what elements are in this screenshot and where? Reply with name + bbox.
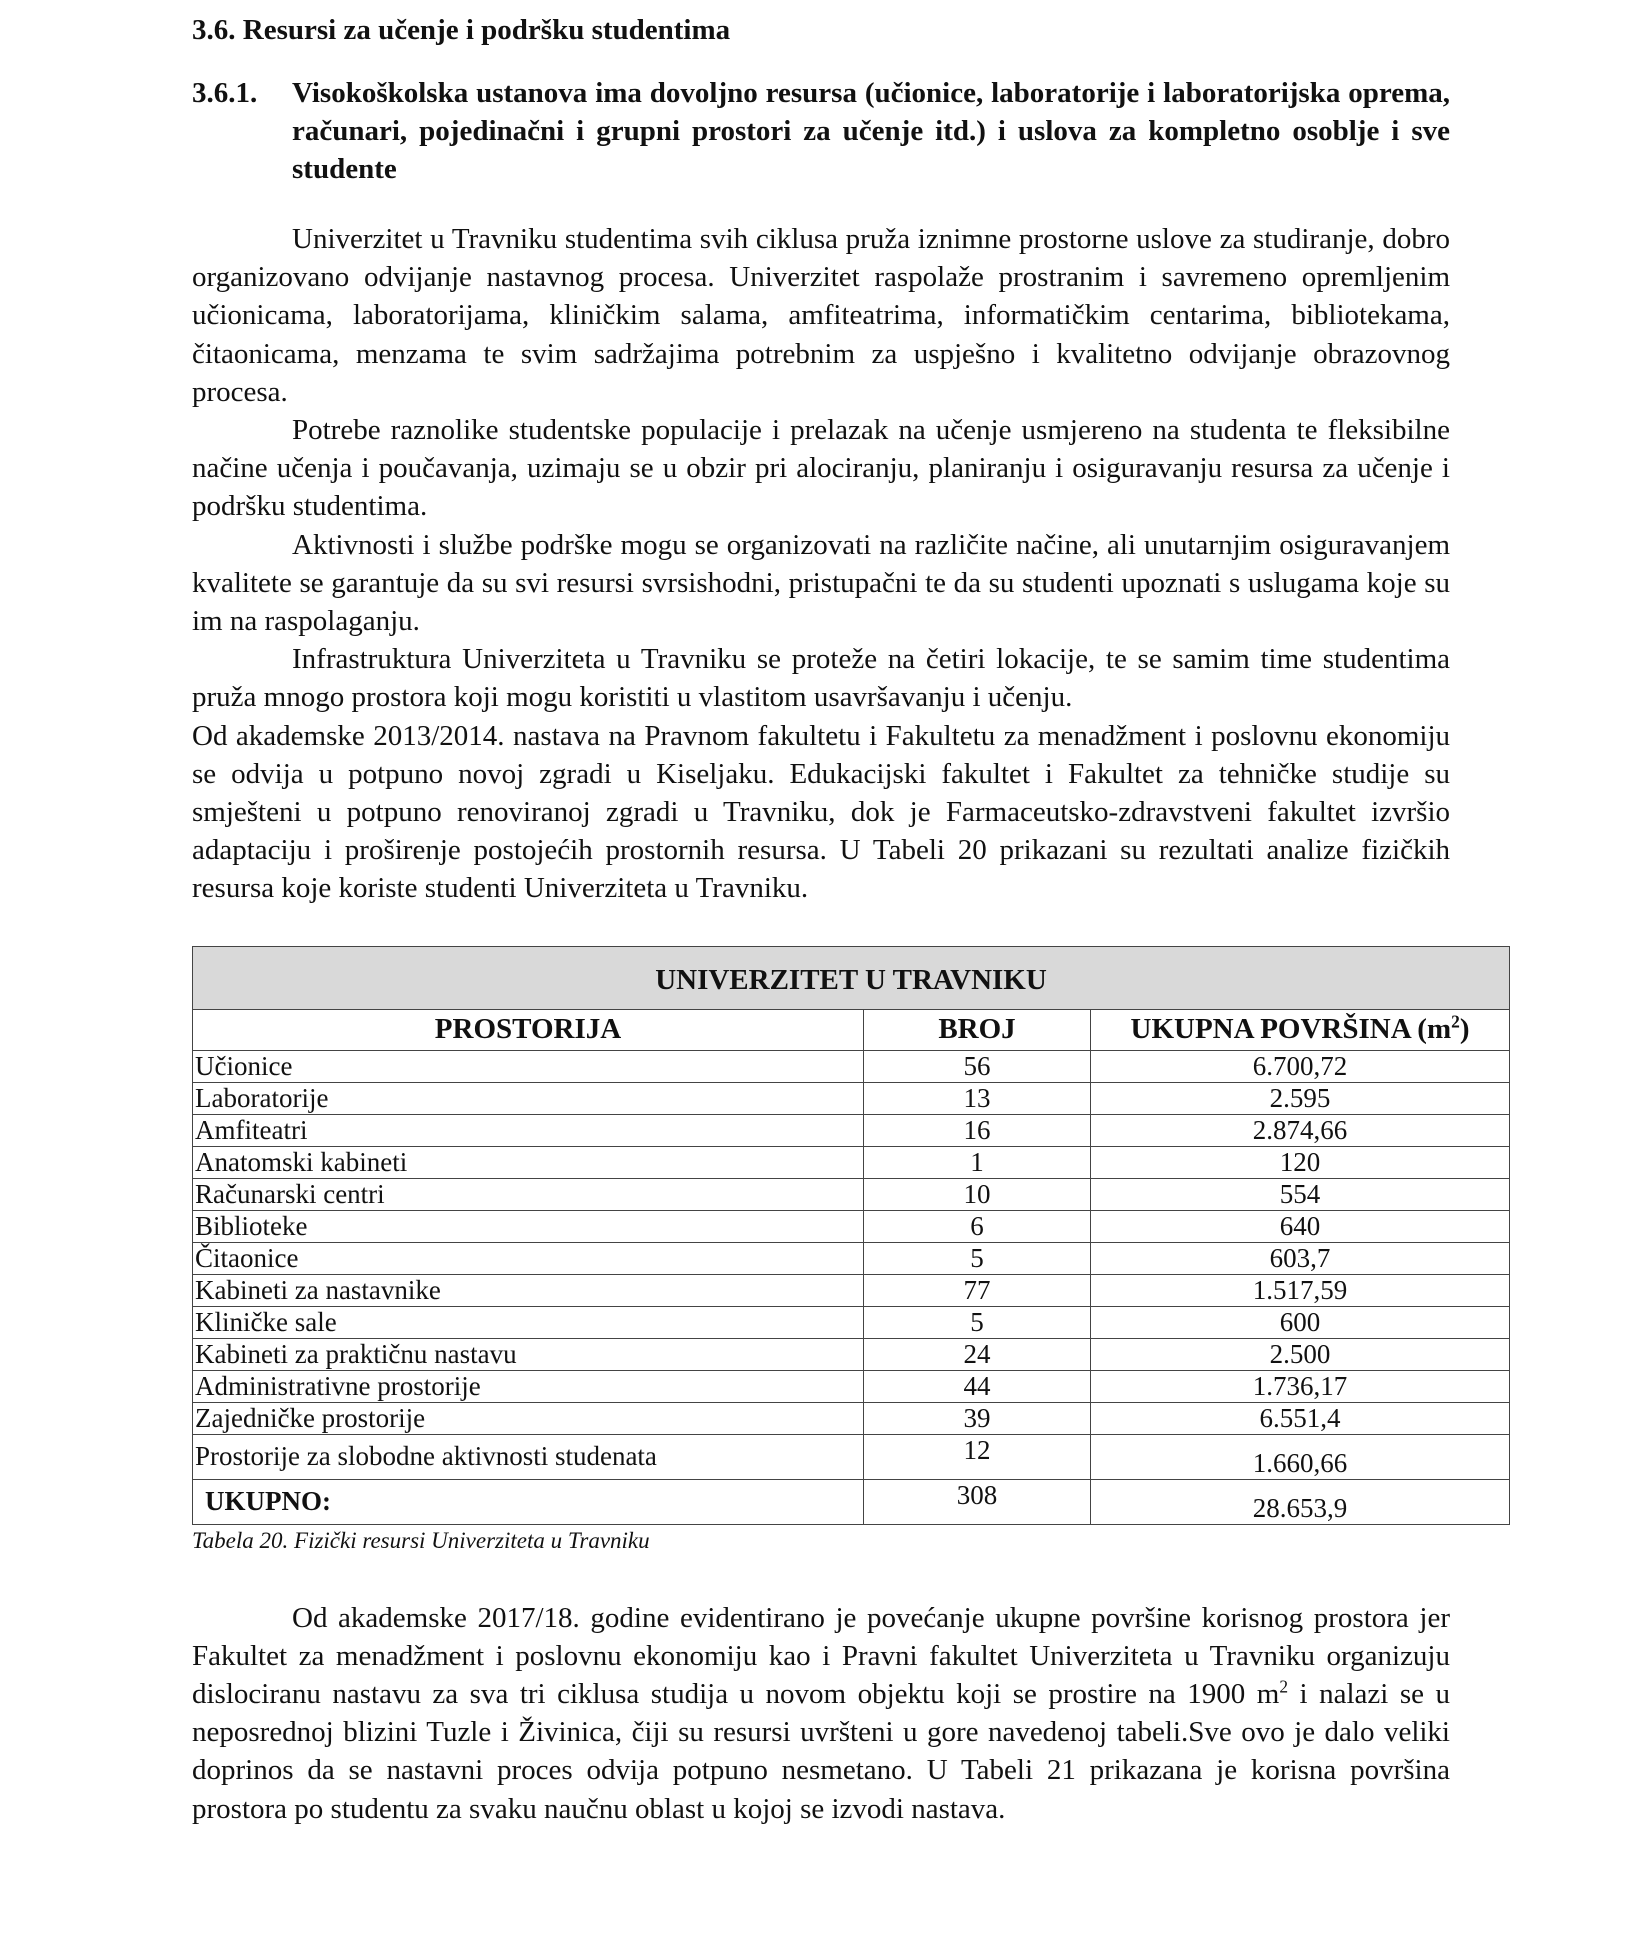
table-row: [193, 1402, 1510, 1434]
row-area: 2.500: [1091, 1338, 1510, 1370]
row-area: 554: [1091, 1178, 1510, 1210]
row-room: Učionice: [193, 1050, 864, 1082]
row-room: Zajedničke prostorije: [193, 1402, 864, 1434]
table-total-row: [193, 1479, 1510, 1524]
row-count: 16: [864, 1114, 1091, 1146]
table-row: [193, 1370, 1510, 1402]
row-area: 600: [1091, 1306, 1510, 1338]
row-room: Anatomski kabineti: [193, 1146, 864, 1178]
row-count: 39: [864, 1402, 1091, 1434]
row-area: 2.595: [1091, 1082, 1510, 1114]
header-room: PROSTORIJA: [193, 1009, 864, 1050]
subsection-text: Visokoškolska ustanova ima dovoljno resursa (učionice, laboratorije i laboratorijska oprema, računari, pojedinačni i grupni prostori za učenje itd.) i uslova za kompletno osoblje i sve studente: [292, 77, 1450, 185]
table-row: [193, 1178, 1510, 1210]
header-area: UKUPNA POVRŠINA $(m^2)$: [1091, 1009, 1510, 1050]
table-title: UNIVERZITET U TRAVNIKU: [193, 946, 1510, 1009]
table-header-row: [193, 1009, 1510, 1050]
resources-table: [192, 946, 1510, 1525]
table-row: [193, 1114, 1510, 1146]
paragraph-infrastructure: Infrastruktura Univerziteta u Travniku se proteže na četiri lokacije, te se samim time studentima pruža mnogo prostora koji mogu koristiti u vlastitom usavršavanju i učenju.: [192, 643, 1450, 714]
row-room: Kabineti za praktičnu nastavu: [193, 1338, 864, 1370]
row-room: Biblioteke: [193, 1210, 864, 1242]
row-area: 1.517,59: [1091, 1274, 1510, 1306]
subsection-heading: [192, 74, 1450, 188]
paragraph-needs: Potrebe raznolike studentske populacije i prelazak na učenje usmjereno na studenta te fleksibilne načine učenja i poučavanja, uzimaju se u obzir pri alociranju, planiranju i osiguravanju resursa za učenje i podršku studentima.: [192, 414, 1450, 523]
row-count: 24: [864, 1338, 1091, 1370]
row-area: 1.660,66: [1091, 1434, 1510, 1479]
table-title-row: [193, 946, 1510, 1009]
row-count: 13: [864, 1082, 1091, 1114]
row-count: 56: [864, 1050, 1091, 1082]
row-area: 2.874,66: [1091, 1114, 1510, 1146]
table-row: [193, 1242, 1510, 1274]
paragraph-support: Aktivnosti i službe podrške mogu se organizovati na različite načine, ali unutarnjim osiguravanjem kvalitete se garantuje da su svi resursi svrsishodni, pristupačni te da su studenti upoznati s uslugama koje su im na raspolaganju.: [192, 528, 1450, 638]
row-count: 5: [864, 1242, 1091, 1274]
row-area: 603,7: [1091, 1242, 1510, 1274]
table-row: [193, 1146, 1510, 1178]
table-row: [193, 1306, 1510, 1338]
subsection-number: 3.6.1.: [192, 77, 258, 109]
row-room: Računarski centri: [193, 1178, 864, 1210]
header-count: BROJ: [864, 1009, 1091, 1050]
row-room: Administrativne prostorije: [193, 1370, 864, 1402]
table-row: [193, 1434, 1510, 1479]
row-count: 44: [864, 1370, 1091, 1402]
row-room: Amfiteatri: [193, 1114, 864, 1146]
row-room: Čitaonice: [193, 1242, 864, 1274]
row-count: 5: [864, 1306, 1091, 1338]
table-row: [193, 1210, 1510, 1242]
row-count: 6: [864, 1210, 1091, 1242]
row-room: Prostorije za slobodne aktivnosti studenata: [193, 1434, 864, 1479]
table-row: [193, 1274, 1510, 1306]
row-area: 120: [1091, 1146, 1510, 1178]
table-row: [193, 1050, 1510, 1082]
row-room: Kliničke sale: [193, 1306, 864, 1338]
row-area: 6.551,4: [1091, 1402, 1510, 1434]
paragraph-closing: Od akademske 2017/18. godine evidentirano je povećanje ukupne površine korisnog prostora jer Fakultet za menadžment i poslovnu ekonomiju kao i Pravni fakultet Univerziteta u Travniku organizuju dislociranu nastavu za sva tri ciklusa studija u novom objektu koji se prostire na 1900 $m^2$ i nalazi se u neposrednoj blizini Tuzle i Živinica, čiji su resursi uvršteni u gore navedenoj tabeli.Sve ovo je dalo veliki doprinos da se nastavni proces odvija potpuno nesmetano. U Tabeli 21 prikazana je korisna površina prostora po studentu za svaku naučnu oblast u kojoj se izvodi nastava.: [192, 1601, 1450, 1825]
row-count: 12: [864, 1434, 1091, 1479]
row-area: 640: [1091, 1210, 1510, 1242]
document-page: [192, 12, 1470, 1828]
total-count: 308: [864, 1479, 1091, 1524]
table-body: [193, 1050, 1510, 1479]
row-area: 1.736,17: [1091, 1370, 1510, 1402]
total-label: UKUPNO:: [193, 1479, 864, 1524]
row-count: 1: [864, 1146, 1091, 1178]
row-count: 10: [864, 1178, 1091, 1210]
row-room: Kabineti za nastavnike: [193, 1274, 864, 1306]
paragraph-intro: Univerzitet u Travniku studentima svih ciklusa pruža iznimne prostorne uslove za studiranje, dobro organizovano odvijanje nastavnog procesa. Univerzitet raspolaže prostranim i savremeno opremljenim učionicama, laboratorijama, kliničkim salama, amfiteatrima, informatičkim centarima, bibliotekama, čitaonicama, menzama te svim sadržajima potrebnim za uspješno i kvalitetno odvijanje obrazovnog procesa.: [192, 223, 1450, 408]
row-area: 6.700,72: [1091, 1050, 1510, 1082]
table-caption: Tabela 20. Fizički resursi Univerziteta u Travniku: [192, 1527, 650, 1553]
section-title: 3.6. Resursi za učenje i podršku studentima: [192, 14, 731, 46]
row-room: Laboratorije: [193, 1082, 864, 1114]
total-area: 28.653,9: [1091, 1479, 1510, 1524]
table-row: [193, 1082, 1510, 1114]
table-row: [193, 1338, 1510, 1370]
row-count: 77: [864, 1274, 1091, 1306]
paragraph-locations: Od akademske 2013/2014. nastava na Pravnom fakultetu i Fakultetu za menadžment i poslovnu ekonomiju se odvija u potpuno novoj zgradi u Kiseljaku. Edukacijski fakultet i Fakultet za tehničke studije su smješteni u potpuno renoviranoj zgradi u Travniku, dok je Farmaceutsko-zdravstveni fakultet izvršio adaptaciju i proširenje postojećih prostornih resursa. U Tabeli 20 prikazani su rezultati analize fizičkih resursa koje koriste studenti Univerziteta u Travniku.: [192, 719, 1450, 905]
